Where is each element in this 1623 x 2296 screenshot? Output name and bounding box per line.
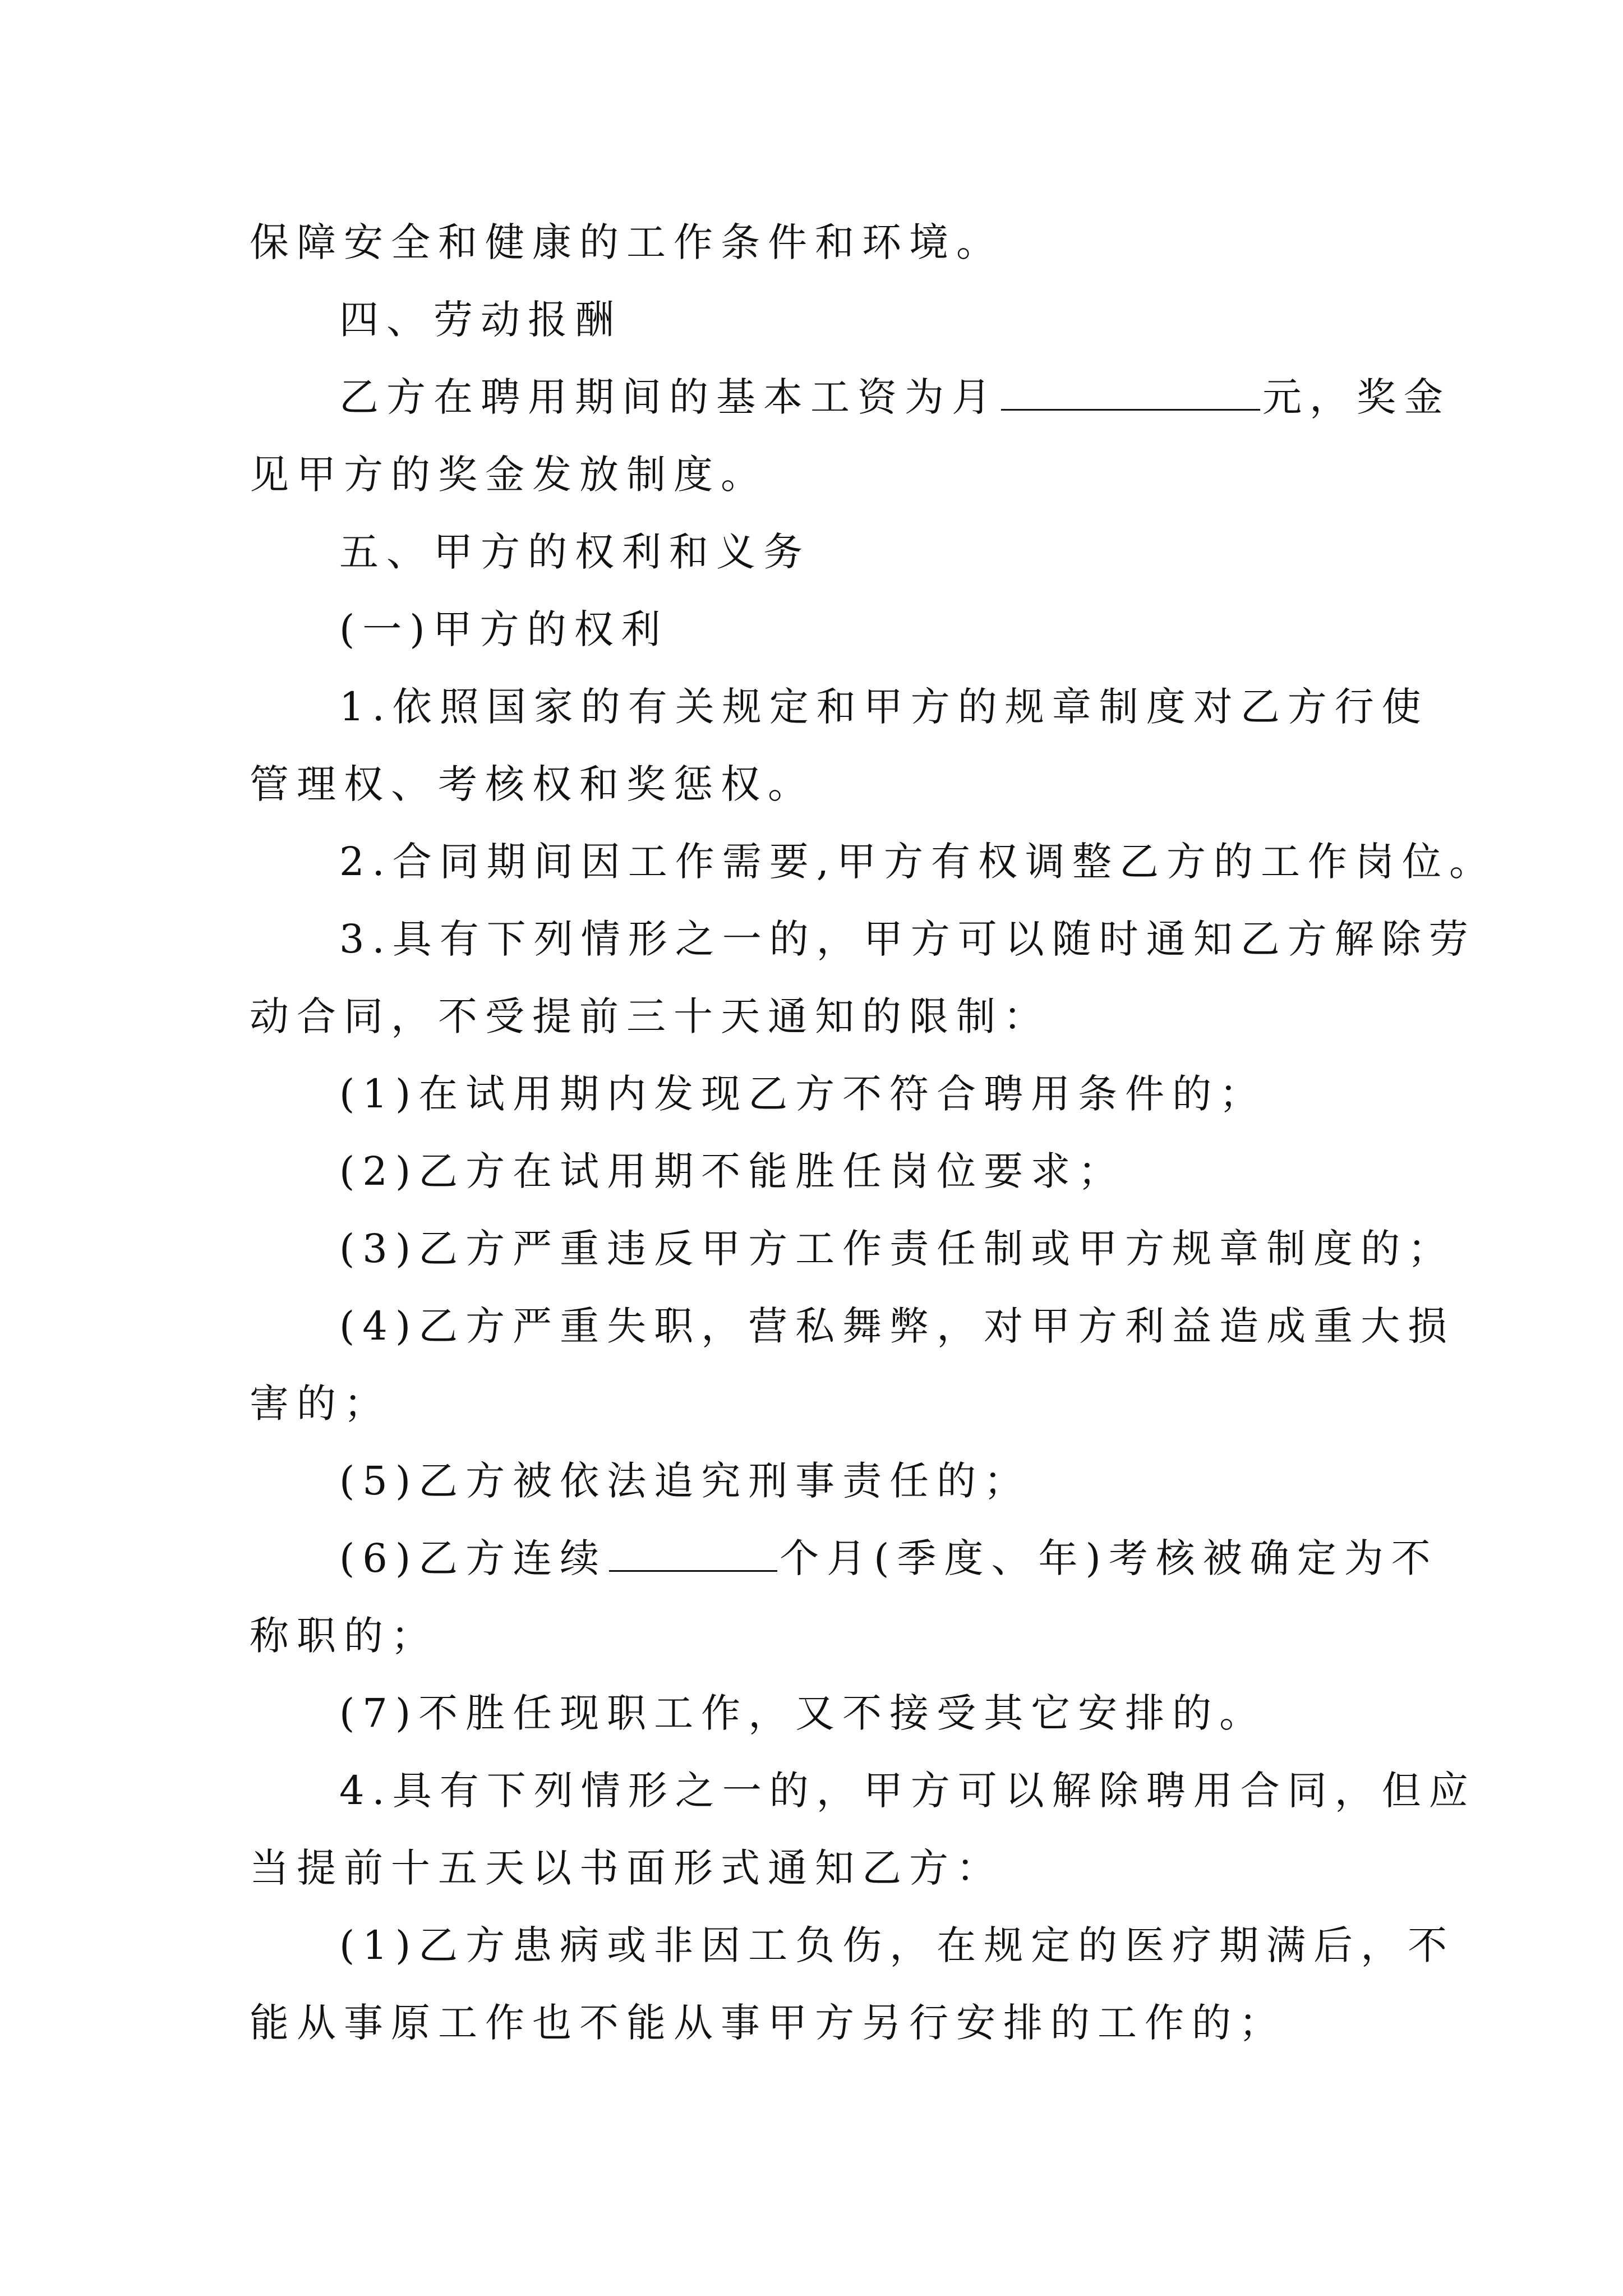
paragraph-line [339, 822, 1497, 901]
text-line: 保障安全和健康的工作条件和环境。 [250, 219, 1003, 265]
list-item-continuation [250, 1596, 1399, 1675]
text-line: (3)乙方严重违反甲方工作责任制或甲方规章制度的； [339, 1226, 1455, 1272]
fill-in-blank[interactable] [609, 1530, 777, 1572]
section-heading [339, 513, 1399, 591]
text-line: (5)乙方被依法追究刑事责任的； [339, 1458, 1031, 1504]
list-item [339, 1209, 1455, 1288]
text-line: (1)乙方患病或非因工负伤，在规定的医疗期满后，不 [339, 1922, 1455, 1968]
fill-in-blank[interactable] [1001, 369, 1260, 411]
paragraph-line [250, 745, 1399, 823]
list-item [339, 1287, 1455, 1365]
text-line: 个月(季度、年)考核被确定为不 [780, 1535, 1438, 1581]
list-item [339, 1442, 1399, 1520]
text-line: (6)乙方连续 [339, 1535, 607, 1581]
paragraph-line [250, 1829, 1399, 1907]
paragraph-line [339, 1751, 1476, 1830]
paragraph-line [250, 203, 1399, 282]
paragraph-line [339, 668, 1429, 746]
section-heading [339, 280, 1399, 359]
list-item [339, 1519, 1438, 1598]
text-line: 能从事原工作也不能从事甲方另行安排的工作的； [250, 2000, 1286, 2046]
text-line: 3.具有下列情形之一的，甲方可以随时通知乙方解除劳 [339, 916, 1476, 962]
text-line: 害的； [250, 1381, 391, 1427]
list-item [339, 1674, 1399, 1752]
text-line: (一)甲方的权利 [339, 606, 668, 652]
list-item-continuation [250, 1364, 1399, 1443]
list-item-continuation [250, 1984, 1399, 2062]
paragraph-line [339, 358, 1451, 436]
text-line: 元，奖金 [1262, 374, 1451, 420]
text-line: (7)不胜任现职工作，又不接受其它安排的。 [339, 1690, 1267, 1736]
text-line: (4)乙方严重失职，营私舞弊，对甲方利益造成重大损 [339, 1303, 1455, 1349]
text-line: 1.依照国家的有关规定和甲方的规章制度对乙方行使 [339, 684, 1429, 730]
paragraph-line [250, 435, 1399, 514]
subsection-heading [339, 590, 1399, 669]
text-line: 见甲方的奖金发放制度。 [250, 452, 768, 498]
list-item [339, 1906, 1455, 1985]
text-line: 当提前十五天以书面形式通知乙方： [250, 1845, 1003, 1891]
text-line: 五、甲方的权利和义务 [339, 529, 810, 575]
text-line: 四、劳动报酬 [339, 297, 622, 343]
text-line: 2.合同期间因工作需要,甲方有权调整乙方的工作岗位。 [339, 839, 1497, 885]
paragraph-line [250, 977, 1399, 1056]
text-line: 乙方在聘用期间的基本工资为月 [339, 374, 999, 420]
text-line: 4.具有下列情形之一的，甲方可以解除聘用合同，但应 [339, 1768, 1476, 1814]
text-line: 动合同，不受提前三十天通知的限制： [250, 993, 1050, 1039]
text-line: 称职的； [250, 1613, 438, 1659]
text-line: (2)乙方在试用期不能胜任岗位要求； [339, 1148, 1126, 1194]
list-item [339, 1055, 1399, 1133]
text-line: (1)在试用期内发现乙方不符合聘用条件的； [339, 1071, 1267, 1117]
text-line: 管理权、考核权和奖惩权。 [250, 761, 815, 807]
paragraph-line [339, 900, 1476, 978]
list-item [339, 1132, 1399, 1211]
